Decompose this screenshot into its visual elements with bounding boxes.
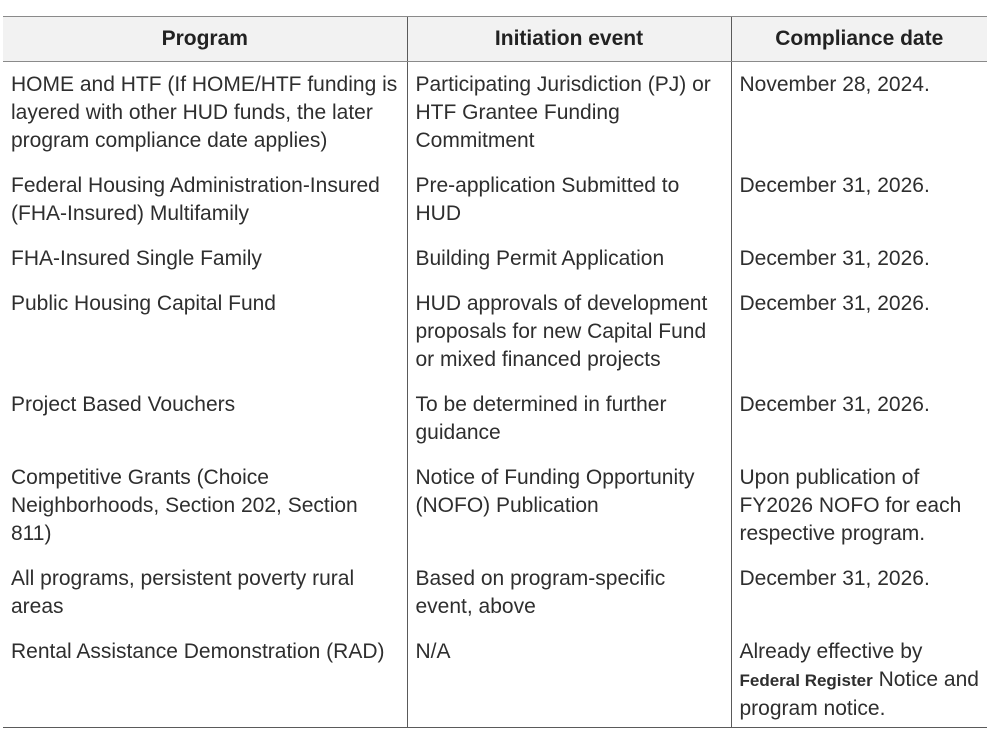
program-cell: Federal Housing Administration-Insured (FHA-Insured) Multifamily [11, 174, 380, 225]
table-row [3, 281, 987, 382]
compliance-table [3, 16, 987, 728]
program-cell: Project Based Vouchers [11, 393, 236, 416]
initiation-event-cell: N/A [407, 629, 731, 728]
program-cell: Competitive Grants (Choice Neighborhoods, Section 202, Section 811) [11, 466, 358, 545]
header-compliance-date: Compliance date [731, 17, 987, 62]
program-cell: HOME and HTF (If HOME/HTF funding is layered with other HUD funds, the later program compliance date applies) [11, 73, 398, 152]
program-cell: Rental Assistance Demonstration (RAD) [3, 629, 407, 728]
initiation-event-cell: Notice of Funding Opportunity (NOFO) Publication [407, 455, 731, 556]
initiation-event-cell: Building Permit Application [407, 236, 731, 281]
compliance-date-cell: December 31, 2026. [731, 382, 987, 455]
compliance-date-cell [731, 629, 987, 728]
compliance-table-container [3, 16, 987, 728]
program-cell: All programs, persistent poverty rural areas [11, 567, 355, 618]
table-header [3, 17, 987, 62]
table-row [3, 382, 987, 455]
program-cell: FHA-Insured Single Family [11, 247, 262, 270]
initiation-event-cell: Participating Jurisdiction (PJ) or HTF Grantee Funding Commitment [407, 62, 731, 164]
table-row [3, 62, 987, 164]
compliance-date-cell: December 31, 2026. [731, 281, 987, 382]
compliance-date-cell: December 31, 2026. [731, 163, 987, 236]
compliance-date-cell: November 28, 2024. [731, 62, 987, 164]
table-row [3, 556, 987, 629]
compliance-date-cell: December 31, 2026. [731, 236, 987, 281]
program-cell: Public Housing Capital Fund [11, 292, 276, 315]
table-body [3, 62, 987, 728]
table-row [3, 236, 987, 281]
header-program: Program [3, 17, 407, 62]
table-row [3, 629, 987, 728]
compliance-date-prefix: Already effective by [739, 640, 923, 663]
federal-register-emphasis: Federal Register [739, 671, 873, 690]
initiation-event-cell: Based on program-specific event, above [407, 556, 731, 629]
initiation-event-cell: To be determined in further guidance [407, 382, 731, 455]
compliance-date-cell: December 31, 2026. [731, 556, 987, 629]
header-row [3, 17, 987, 62]
header-initiation-event: Initiation event [407, 17, 731, 62]
table-row [3, 455, 987, 556]
compliance-date-suffix: Notice and program notice. [739, 668, 979, 720]
initiation-event-cell: HUD approvals of development proposals for new Capital Fund or mixed financed projects [407, 281, 731, 382]
table-row [3, 163, 987, 236]
initiation-event-cell: Pre-application Submitted to HUD [407, 163, 731, 236]
compliance-date-cell: Upon publication of FY2026 NOFO for each respective program. [731, 455, 987, 556]
